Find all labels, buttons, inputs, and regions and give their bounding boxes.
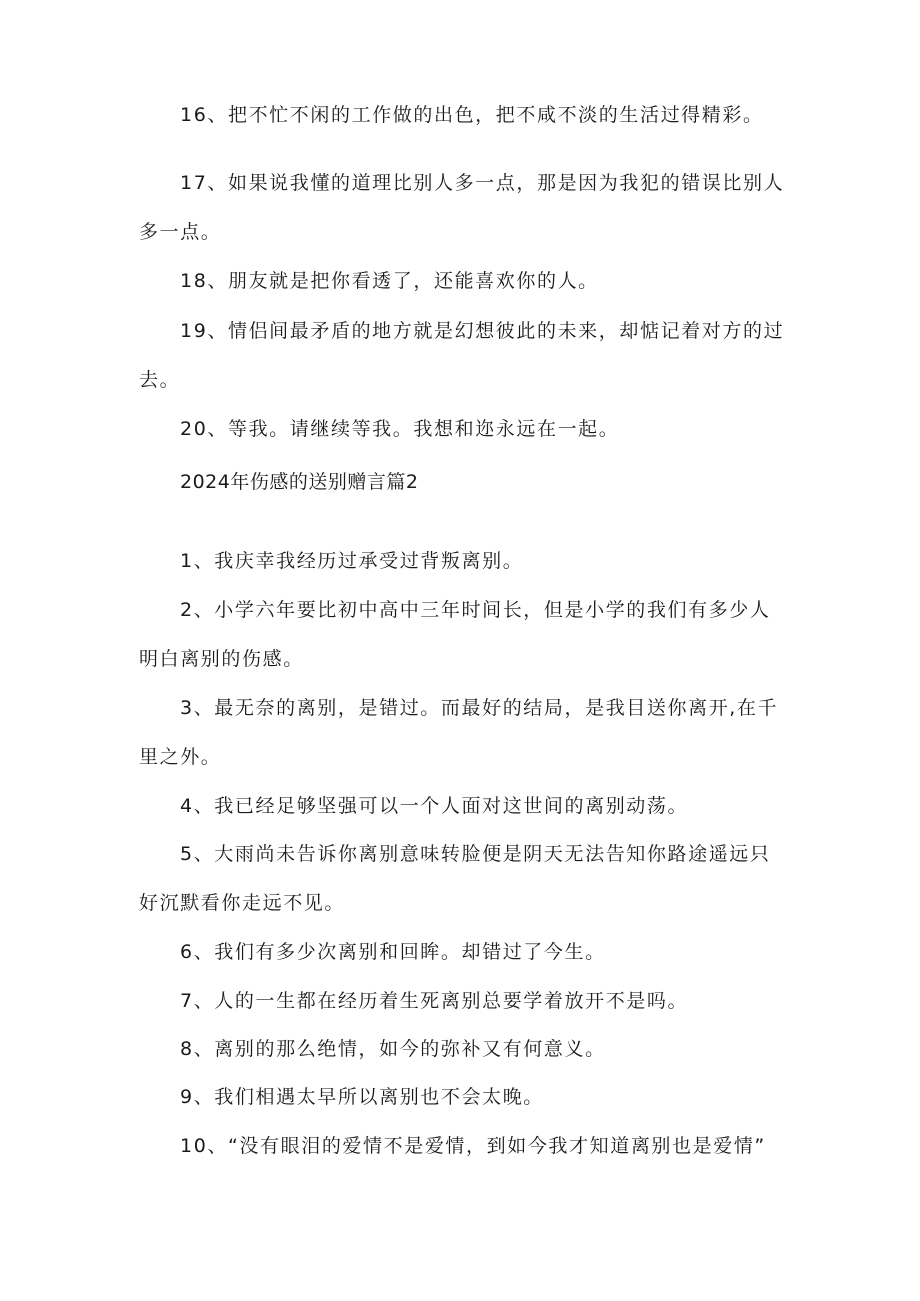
list-item: 17、如果说我懂的道理比别人多一点，那是因为我犯的错误比别人多一点。 [139, 172, 785, 243]
list-item: 18、朋友就是把你看透了，还能喜欢你的人。 [180, 270, 599, 292]
list-item: 16、把不忙不闲的工作做的出色，把不咸不淡的生活过得精彩。 [180, 104, 764, 126]
list-item: 4、我已经足够坚强可以一个人面对这世间的离别动荡。 [180, 795, 689, 817]
list-item: 8、离别的那么绝情，如今的弥补又有何意义。 [180, 1038, 606, 1060]
section-heading: 2024年伤感的送别赠言篇2 [180, 471, 419, 493]
list-item: 1、我庆幸我经历过承受过背叛离别。 [180, 550, 524, 572]
list-item: 2、小学六年要比初中高中三年时间长，但是小学的我们有多少人明白离别的伤感。 [139, 599, 771, 670]
list-item: 6、我们有多少次离别和回眸。却错过了今生。 [180, 941, 606, 963]
list-item: 7、人的一生都在经历着生死离别总要学着放开不是吗。 [180, 990, 689, 1012]
list-item: 5、大雨尚未告诉你离别意味转脸便是阴天无法告知你路途遥远只好沉默看你走远不见。 [139, 843, 771, 914]
list-item: 20、等我。请继续等我。我想和迩永远在一起。 [180, 418, 620, 440]
list-item: 10、“没有眼泪的爱情不是爱情，到如今我才知道离别也是爱情” [180, 1135, 766, 1157]
list-item: 19、情侣间最矛盾的地方就是幻想彼此的未来，却惦记着对方的过去。 [139, 320, 785, 391]
list-item: 9、我们相遇太早所以离别也不会太晚。 [180, 1086, 544, 1108]
list-item: 3、最无奈的离别，是错过。而最好的结局，是我目送你离开,在千里之外。 [139, 697, 779, 768]
